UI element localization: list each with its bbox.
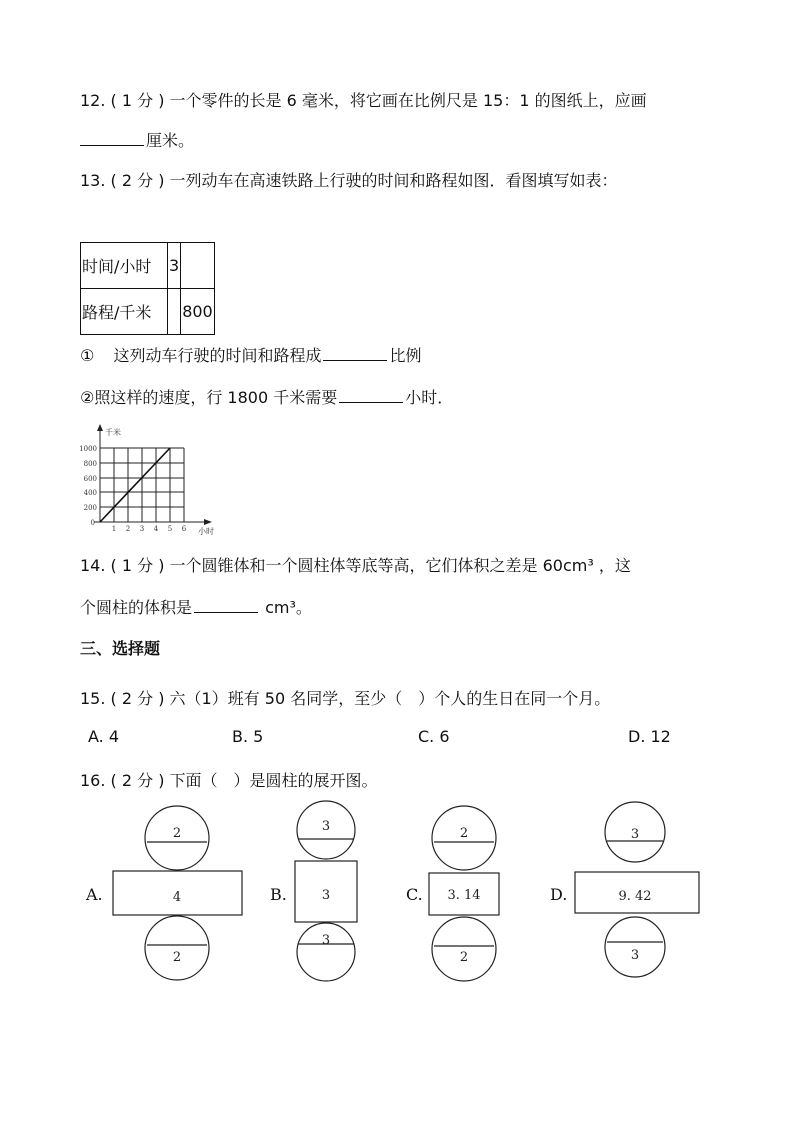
- q16-text: 16. ( 2 分 ) 下面（ ）是圆柱的展开图。: [80, 771, 378, 790]
- x-tick-label: 6: [181, 525, 187, 533]
- net-d-top-value: 3: [630, 827, 640, 842]
- net-a-bottom-circle: [145, 916, 209, 980]
- x-tick-label: 4: [153, 525, 159, 533]
- q14-line2-prefix: 个圆柱的体积是: [80, 598, 193, 617]
- q13-sub2-suffix: 小时．: [405, 388, 454, 407]
- q16-option-a[interactable]: A.: [86, 885, 103, 904]
- x-tick-label: 1: [111, 525, 117, 533]
- row1-label: 时间/小时: [81, 243, 168, 289]
- x-tick-label: 3: [139, 525, 145, 533]
- distance-line: [100, 448, 170, 522]
- q16-option-b[interactable]: B.: [270, 885, 287, 904]
- q13-sub1-num: ①: [80, 346, 95, 365]
- x-tick-label: 5: [167, 525, 173, 533]
- net-b-top-value: 3: [321, 819, 331, 834]
- distance-time-graph: [72, 420, 222, 540]
- table-row: [81, 289, 215, 335]
- q13-sub1: [80, 343, 421, 366]
- net-b-bottom-circle: [297, 923, 355, 981]
- q16-option-c[interactable]: C.: [406, 885, 423, 904]
- q13-sub1-suffix: 比例: [389, 346, 422, 365]
- q13-sub2-text: ②照这样的速度，行 1800 千米需要: [80, 388, 338, 407]
- y-axis-arrow-icon: [97, 424, 103, 431]
- q12-answer-blank[interactable]: [80, 131, 144, 146]
- q15-option-b[interactable]: B. 5: [232, 727, 264, 746]
- q13-table: [80, 242, 215, 335]
- y-tick-label: 800: [83, 460, 97, 468]
- y-tick-label: 1000: [79, 445, 97, 453]
- row2-label: 路程/千米: [81, 289, 168, 335]
- q14-line2: [80, 595, 312, 618]
- net-c-bottom-circle: [432, 917, 496, 981]
- x-axis-arrow-icon: [204, 519, 212, 525]
- row1-value: 3: [168, 243, 181, 289]
- q15-option-c[interactable]: C. 6: [418, 727, 450, 746]
- q15-option-d[interactable]: D. 12: [628, 727, 671, 746]
- y-tick-label: 600: [83, 475, 97, 483]
- q13-sub2: [80, 385, 453, 408]
- q16-option-d[interactable]: D.: [550, 885, 568, 904]
- q14-unit: cm³。: [265, 598, 312, 617]
- net-d-middle-value: 9. 42: [618, 889, 652, 904]
- q14-answer-blank[interactable]: [194, 598, 258, 613]
- net-d-bottom-circle: [605, 917, 665, 977]
- cylinder-nets: [0, 795, 794, 995]
- net-c-top-value: 2: [459, 826, 469, 841]
- q12-line2: [80, 128, 194, 151]
- q12-line1: 12. ( 1 分 ) 一个零件的长是 6 毫米，将它画在比例尺是 15：1 的图纸上，应画: [80, 91, 647, 110]
- section-title: 三、选择题: [80, 639, 161, 658]
- q13-sub1-blank[interactable]: [323, 346, 387, 361]
- q15-text: 15. ( 2 分 ) 六（1）班有 50 名同学，至少（ ）个人的生日在同一个月。: [80, 689, 611, 708]
- net-b-bottom-value: 3: [321, 933, 331, 948]
- net-c-bottom-value: 2: [459, 950, 469, 965]
- net-c-middle-value: 3. 14: [447, 888, 481, 903]
- q15-option-a[interactable]: A. 4: [88, 727, 120, 746]
- row2-answer-cell[interactable]: [168, 289, 181, 335]
- q14-line1: 14. ( 1 分 ) 一个圆锥体和一个圆柱体等底等高，它们体积之差是 60cm³ ，这: [80, 556, 631, 575]
- q12-unit: 厘米。: [146, 131, 195, 150]
- net-a-middle-value: 4: [172, 890, 182, 905]
- q13-sub2-blank[interactable]: [339, 388, 403, 403]
- y-tick-label: 200: [83, 504, 97, 512]
- q13-text: 13. ( 2 分 ) 一列动车在高速铁路上行驶的时间和路程如图．看图填写如表：: [80, 171, 618, 190]
- row2-value: 800: [181, 289, 215, 335]
- y-unit-label: 千米: [105, 428, 121, 437]
- net-a-top-value: 2: [172, 826, 182, 841]
- table-row: [81, 243, 215, 289]
- x-tick-label: 2: [125, 525, 131, 533]
- origin-label: 0: [90, 519, 95, 527]
- net-b-middle-value: 3: [321, 888, 331, 903]
- net-a-bottom-value: 2: [172, 950, 182, 965]
- net-d-bottom-value: 3: [630, 948, 640, 963]
- x-unit-label: 小时: [198, 527, 214, 536]
- graph-grid: [100, 448, 184, 522]
- row1-answer-cell[interactable]: [181, 243, 215, 289]
- q13-sub1-text: 这列动车行驶的时间和路程成: [113, 346, 322, 365]
- y-tick-label: 400: [83, 489, 97, 497]
